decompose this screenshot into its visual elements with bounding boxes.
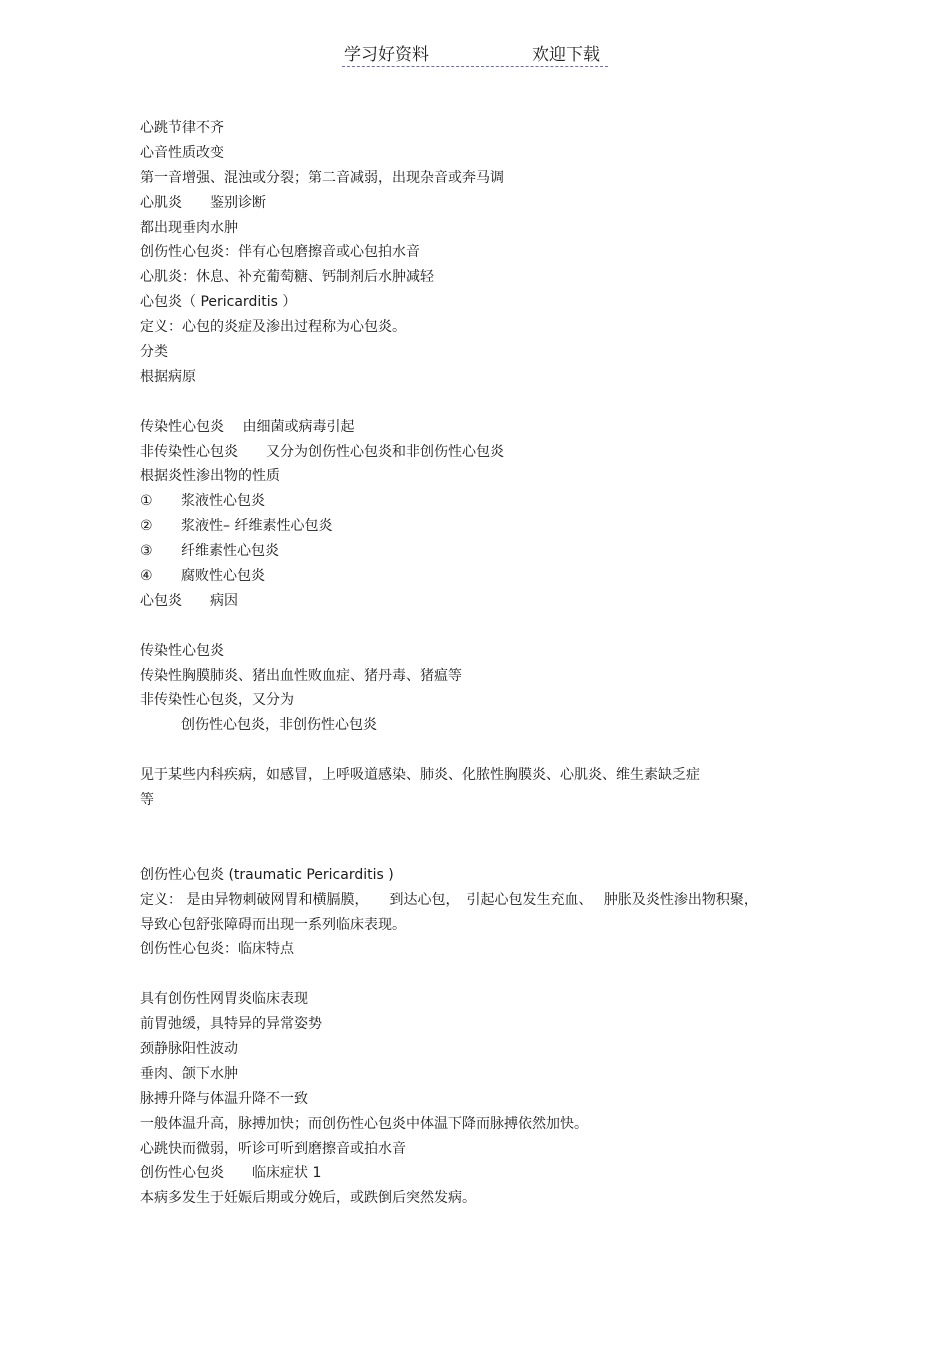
list-item xyxy=(140,539,820,564)
text-line: 传染性心包炎 由细菌或病毒引起 xyxy=(140,418,355,435)
text-line: 垂肉、颌下水肿 xyxy=(140,1065,238,1082)
text-line: 脉搏升降与体温升降不一致 xyxy=(140,1090,308,1107)
text-line: 非传染性心包炎，又分为 xyxy=(140,692,294,709)
list-item xyxy=(140,564,820,589)
list-item-text: 浆液性心包炎 xyxy=(181,493,265,510)
text-line: 心肌炎：休息、补充葡萄糖、钙制剂后水肿减轻 xyxy=(140,269,434,286)
list-item-text: 腐败性心包炎 xyxy=(181,568,265,585)
text-line: 见于某些内科疾病，如感冒，上呼吸道感染、肺炎、化脓性胸膜炎、心肌炎、维生素缺乏症 xyxy=(140,767,700,784)
blank-line xyxy=(140,962,820,987)
text-line: 心肌炎 鉴别诊断 xyxy=(140,194,266,211)
text-line: 创伤性心包炎：伴有心包磨擦音或心包拍水音 xyxy=(140,244,420,261)
text-line: 等 xyxy=(140,792,154,809)
text-line: 一般体温升高，脉搏加快；而创伤性心包炎中体温下降而脉搏依然加快。 xyxy=(140,1115,588,1132)
list-item xyxy=(140,514,820,539)
text-line: 都出现垂肉水肿 xyxy=(140,219,238,236)
text-line: 传染性胸膜肺炎、猪出血性败血症、猪丹毒、猪瘟等 xyxy=(140,667,462,684)
list-marker: ① xyxy=(140,493,153,510)
header-left-text: 学习好资料 xyxy=(344,45,429,65)
page-header xyxy=(342,38,608,67)
text-line: 创伤性心包炎：临床特点 xyxy=(140,941,294,958)
text-line: 根据病原 xyxy=(140,368,196,385)
text-line: 第一音增强、混浊或分裂；第二音减弱，出现杂音或奔马调 xyxy=(140,169,504,186)
text-line: 根据炎性渗出物的性质 xyxy=(140,468,280,485)
blank-line xyxy=(140,738,820,763)
blank-line xyxy=(140,614,820,639)
text-line: 定义：心包的炎症及渗出过程称为心包炎。 xyxy=(140,319,406,336)
text-line: 具有创伤性网胃炎临床表现 xyxy=(140,991,308,1008)
text-line: 颈静脉阳性波动 xyxy=(140,1040,238,1057)
text-line: 传染性心包炎 xyxy=(140,642,224,659)
list-item-text: 纤维素性心包炎 xyxy=(181,543,279,560)
list-item xyxy=(140,489,820,514)
list-item-text: 浆液性– 纤维素性心包炎 xyxy=(181,518,333,535)
text-line: 分类 xyxy=(140,344,168,361)
blank-line xyxy=(140,813,820,863)
text-line: 前胃弛缓，具特异的异常姿势 xyxy=(140,1016,322,1033)
text-line: 非传染性心包炎 又分为创伤性心包炎和非创伤性心包炎 xyxy=(140,443,504,460)
document-body xyxy=(140,116,820,1211)
text-line-indented: 创伤性心包炎，非创伤性心包炎 xyxy=(181,717,377,734)
text-line: 心包炎 病因 xyxy=(140,592,238,609)
text-line: 定义： 是由异物刺破网胃和横膈膜， 到达心包， 引起心包发生充血、 肿胀及炎性渗出物积聚， xyxy=(140,891,758,908)
text-line: 心音性质改变 xyxy=(140,144,224,161)
section-heading: 创伤性心包炎 (traumatic Pericarditis ) xyxy=(140,866,394,883)
list-marker: ③ xyxy=(140,543,153,560)
text-line: 本病多发生于妊娠后期或分娩后，或跌倒后突然发病。 xyxy=(140,1190,476,1207)
text-line: 导致心包舒张障碍而出现一系列临床表现。 xyxy=(140,916,406,933)
list-marker: ② xyxy=(140,518,153,535)
list-marker: ④ xyxy=(140,568,153,585)
blank-line xyxy=(140,390,820,415)
header-right-text: 欢迎下载 xyxy=(532,45,600,65)
text-line: 心跳快而微弱，听诊可听到磨擦音或拍水音 xyxy=(140,1140,406,1157)
text-line: 心跳节律不齐 xyxy=(140,120,224,136)
section-heading: 心包炎（ Pericarditis ） xyxy=(140,294,297,311)
text-line: 创伤性心包炎 临床症状 1 xyxy=(140,1165,322,1182)
